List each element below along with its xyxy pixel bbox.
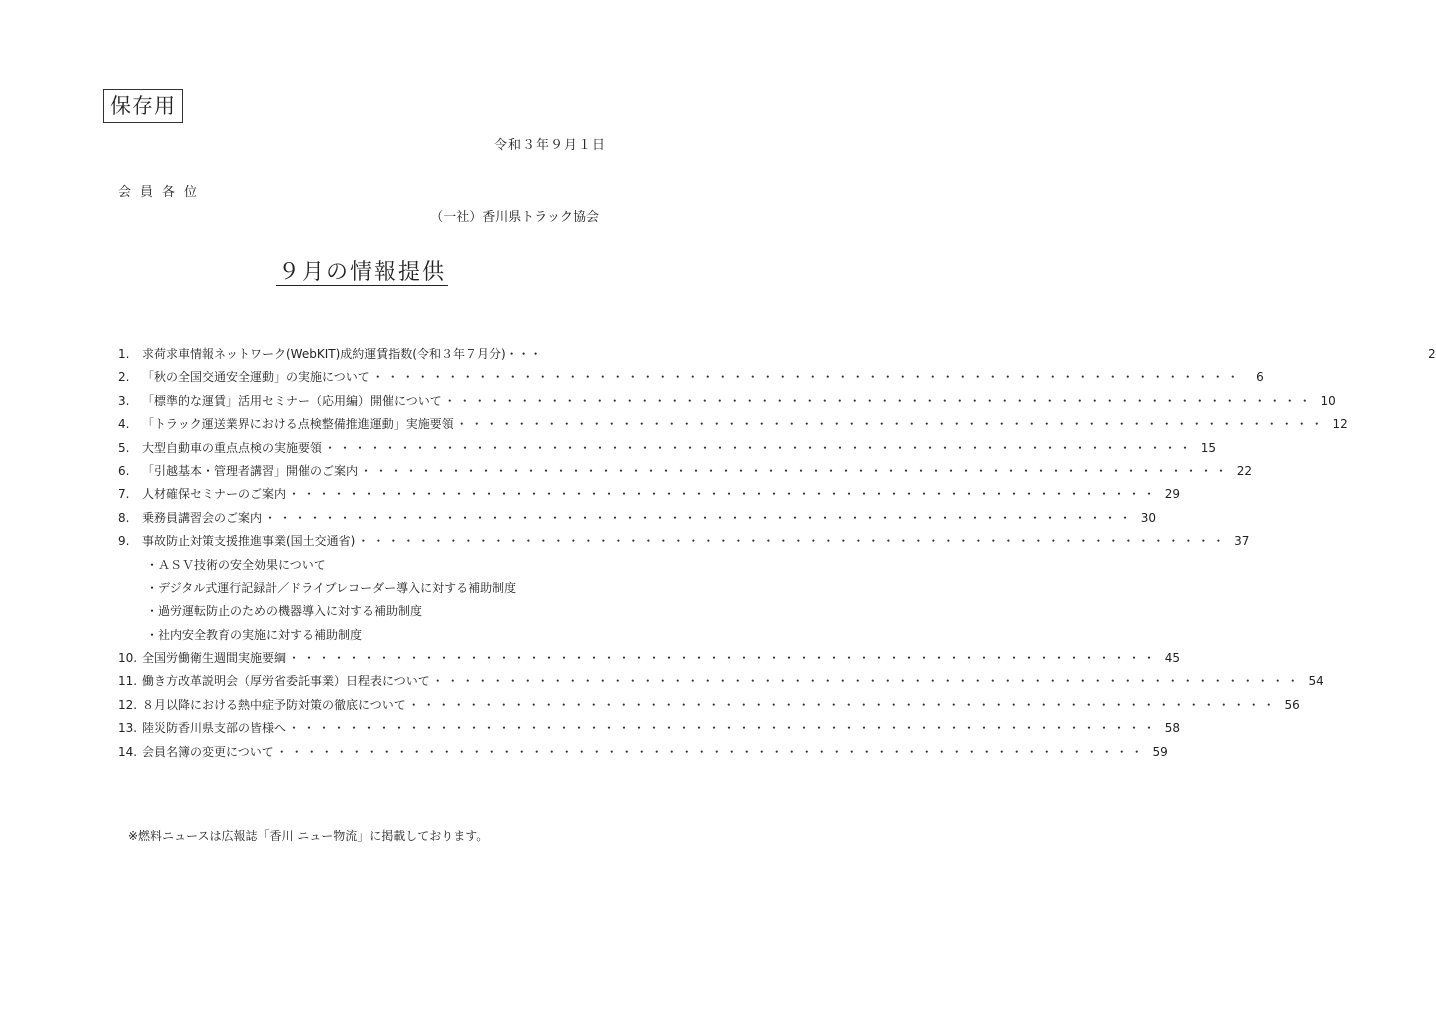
toc-item-text: 乗務員講習会のご案内 — [142, 510, 263, 525]
toc-item-number: 6. — [118, 463, 130, 478]
toc-leader — [432, 670, 1302, 693]
toc-leader — [444, 390, 1314, 413]
toc-item-text: 「標準的な運賃」活用セミナー（応用編）開催について — [142, 393, 442, 408]
toc-item-number: 1. — [118, 347, 130, 361]
document-date: 令和３年９月１日 — [493, 138, 606, 153]
toc-item-number: 7. — [118, 487, 130, 502]
toc-subitem-text: ・デジタル式運行記録計／ドライブレコーダー導入に対する補助制度 — [146, 580, 517, 595]
sender-organization: （一社）香川県トラック協会 — [430, 210, 599, 225]
toc-item — [118, 460, 1253, 483]
toc-leader — [324, 437, 1194, 460]
toc-leader — [288, 483, 1158, 506]
toc-item-text: 働き方改革説明会（厚労省委託事業）日程表について — [142, 674, 430, 689]
toc-leader — [360, 460, 1230, 483]
toc-item-number: 2. — [118, 370, 130, 385]
toc-item-text: 事故防止対策支援推進事業(国土交通省) — [142, 534, 356, 549]
toc-item — [118, 413, 1348, 436]
toc-item-page: 56 — [1284, 697, 1300, 712]
toc-item-text: 「引越基本・管理者講習」開催のご案内 — [142, 463, 359, 478]
toc-item — [118, 530, 1250, 553]
toc-leader — [357, 530, 1227, 553]
toc-item-number: 4. — [118, 417, 130, 432]
toc-item-text: 会員名簿の変更について — [142, 744, 274, 759]
toc-item-page: 58 — [1164, 721, 1181, 736]
toc-item-page: 54 — [1308, 674, 1324, 689]
toc-item — [118, 717, 1181, 740]
toc-leader — [264, 507, 1134, 530]
toc-item-number: 8. — [118, 510, 130, 525]
toc-leader — [276, 741, 1146, 764]
toc-item-page: 22 — [1236, 463, 1253, 478]
toc-item-text: ８月以降における熱中症予防対策の徹底について — [142, 697, 406, 712]
toc-subitem-text: ・社内安全教育の実施に対する補助制度 — [146, 627, 363, 642]
toc-item-page: 37 — [1234, 534, 1250, 549]
toc-item — [118, 483, 1181, 506]
toc-leader — [408, 694, 1278, 717]
toc-leader — [372, 366, 1242, 389]
toc-subitem — [118, 600, 608, 623]
toc-item-page: 10 — [1320, 393, 1336, 408]
toc-leader — [288, 717, 1158, 740]
toc-item-number: 10. — [118, 651, 138, 666]
toc-item-text: 全国労働衛生週間実施要綱 — [142, 651, 287, 666]
toc-item-text: 「トラック運送業界における点検整備推進運動」実施要領 — [142, 417, 454, 432]
toc-item-text: 大型自動車の重点点検の実施要領 — [142, 440, 323, 455]
toc-item — [118, 507, 1157, 530]
toc-item-number: 11. — [118, 674, 138, 689]
toc-item — [118, 390, 1336, 413]
fuel-news-note: ※燃料ニュースは広報誌「香川 ニュー物流」に掲載しております。 — [128, 829, 489, 843]
toc-subitem-text: ・ＡＳＶ技術の安全効果について — [146, 557, 326, 572]
toc-item-page: 29 — [1164, 487, 1181, 502]
toc-item-number: 5. — [118, 440, 130, 455]
toc-item — [118, 366, 1264, 389]
toc-item — [118, 741, 1168, 764]
toc-item-text: 人材確保セミナーのご案内 — [142, 487, 287, 502]
recipients: 会員各位 — [118, 185, 207, 200]
toc-subitem — [118, 577, 608, 600]
toc-item-text: 求荷求車情報ネットワーク(WebKIT)成約運賃指数(令和３年７月分)・・・ — [142, 347, 542, 361]
toc-item-page: 6 — [1256, 370, 1264, 385]
toc-item-page: 59 — [1152, 744, 1168, 759]
archive-stamp: 保存用 — [103, 89, 183, 123]
toc-subitem-text: ・過労運転防止のための機器導入に対する補助制度 — [146, 604, 423, 619]
toc-item-number: 3. — [118, 393, 130, 408]
toc-item-page: 45 — [1164, 651, 1181, 666]
toc-leader — [456, 413, 1326, 436]
toc-item-number: 12. — [118, 697, 138, 712]
toc-item-text: 陸災防香川県支部の皆様へ — [142, 721, 287, 736]
toc-item — [118, 694, 1300, 717]
toc-subitem — [118, 624, 608, 647]
toc-item — [118, 647, 1181, 670]
toc-item-number: 13. — [118, 721, 138, 736]
toc-item-number: 14. — [118, 744, 138, 759]
toc-item-page: 12 — [1332, 417, 1348, 432]
toc-item-text: 「秋の全国交通安全運動」の実施について — [142, 370, 370, 385]
toc-item — [118, 437, 1217, 460]
toc-item-page: 30 — [1140, 510, 1157, 525]
toc-leader — [288, 647, 1158, 670]
toc-item — [118, 343, 1436, 366]
toc-subitem — [118, 554, 608, 577]
document-title — [0, 256, 724, 290]
table-of-contents — [118, 343, 1436, 764]
toc-item-page: 2 — [1428, 347, 1436, 361]
document-title-text: ９月の情報提供 — [277, 260, 446, 285]
toc-item-number: 9. — [118, 534, 130, 549]
toc-item — [118, 670, 1324, 693]
toc-item-page: 15 — [1200, 440, 1217, 455]
